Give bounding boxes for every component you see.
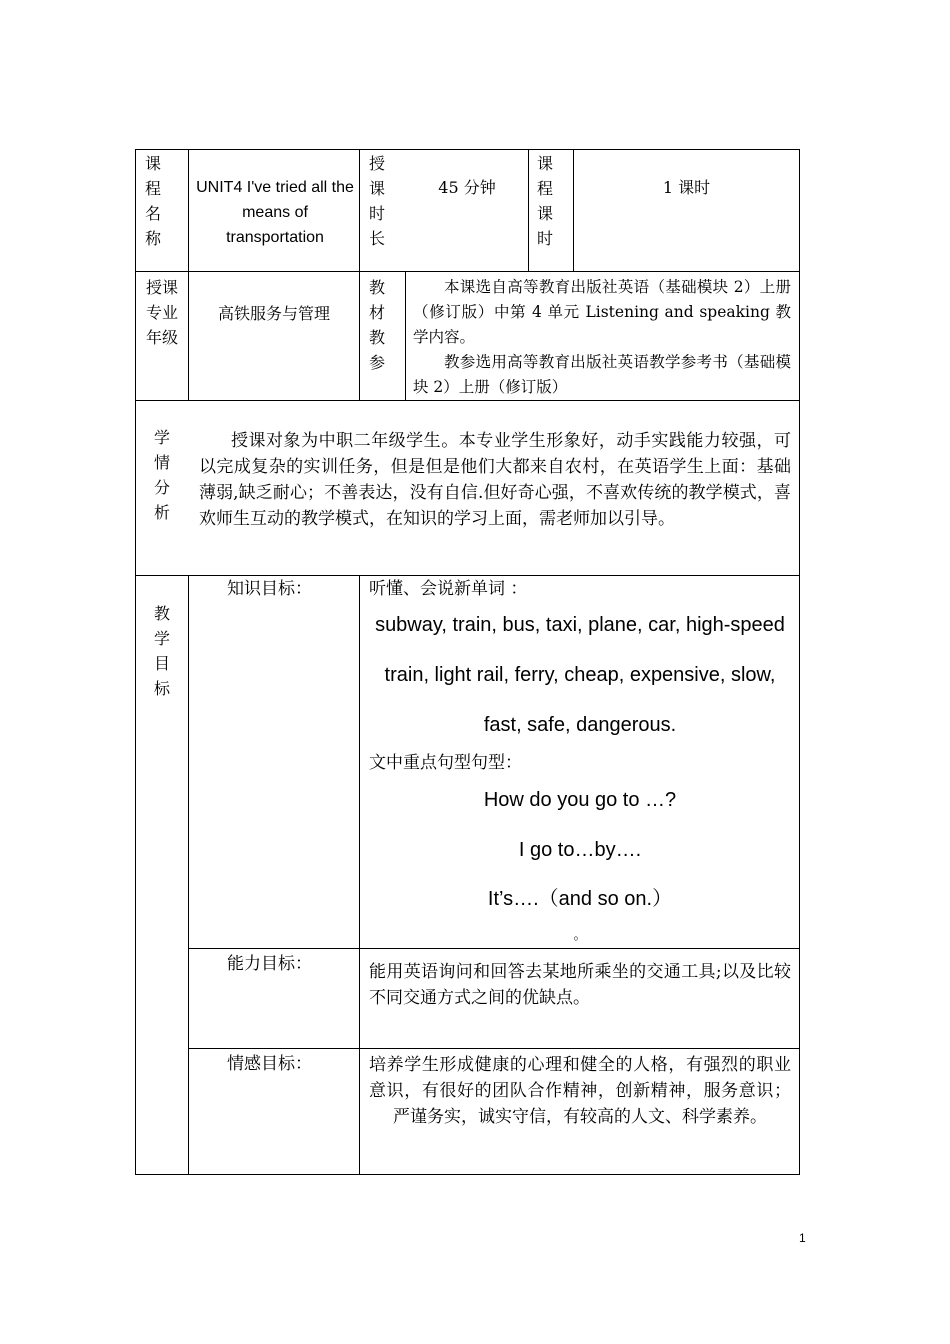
duration-label: 授课时长: [368, 154, 385, 248]
analysis-text: 授课对象为中职二年级学生。本专业学生形象好，动手实践能力较强，可以完成复杂的实训任务，但是但是他们大都来自农村，在英语学生上面：基础薄弱,缺乏耐心；不善表达，没有自信.但好奇心强，不喜欢传统的教学模式，喜欢师生互动的教学模式，在知识的学习上面，需老师加以引导。: [199, 431, 791, 529]
hours-label: 课程课时: [536, 154, 553, 248]
emotion-label: 情感目标：: [227, 1054, 312, 1074]
sentence-intro: 文中重点句型句型：: [369, 753, 522, 773]
key-sentence: I go to…by….: [518, 839, 642, 861]
key-sentence: It’s….（and so on.）: [487, 888, 673, 910]
lesson-plan-table: [135, 149, 800, 1175]
textbook-text-2: 教参选用高等教育出版社英语教学参考书（基础模块 2）上册（修订版）: [413, 353, 791, 396]
vocab-line: train, light rail, ferry, cheap, expensive, slow,: [384, 664, 776, 686]
course-name-label: 课程名称: [144, 154, 161, 248]
textbook-text-1: 本课选自高等教育出版社英语（基础模块 2）上册（修订版）中第 4 单元 Listening and speaking 教学内容。: [413, 278, 791, 346]
knowledge-label: 知识目标：: [227, 579, 312, 599]
hours-value: 1 课时: [662, 178, 711, 197]
analysis-label: 学情分析: [153, 428, 170, 522]
textbook-label: 教材教参: [368, 278, 385, 372]
course-name: UNIT4 I've tried all the means of transportation: [196, 179, 354, 246]
vocab-line: subway, train, bus, taxi, plane, car, high-speed: [375, 614, 785, 636]
ability-text: 能用英语询问和回答去某地所乘坐的交通工具;以及比较不同交通方式之间的优缺点。: [369, 962, 791, 1008]
major-label: 授课专业年级: [145, 278, 178, 347]
sentence-end: 。: [573, 928, 587, 943]
duration-value: 45 分钟: [438, 178, 496, 197]
knowledge-intro: 听懂、会说新单词 ：: [369, 579, 528, 599]
key-sentence: How do you go to …?: [483, 789, 677, 811]
major-value: 高铁服务与管理: [217, 304, 330, 323]
page-number: 1: [799, 1231, 806, 1245]
emotion-text: 培养学生形成健康的心理和健全的人格，有强烈的职业意识，有很好的团队合作精神，创新精神，服务意识；严谨务实，诚实守信，有较高的人文、科学素养。: [369, 1055, 791, 1127]
vocab-line: fast, safe, dangerous.: [483, 714, 677, 736]
ability-label: 能力目标：: [227, 954, 312, 974]
goals-label: 教学目标: [153, 604, 170, 698]
